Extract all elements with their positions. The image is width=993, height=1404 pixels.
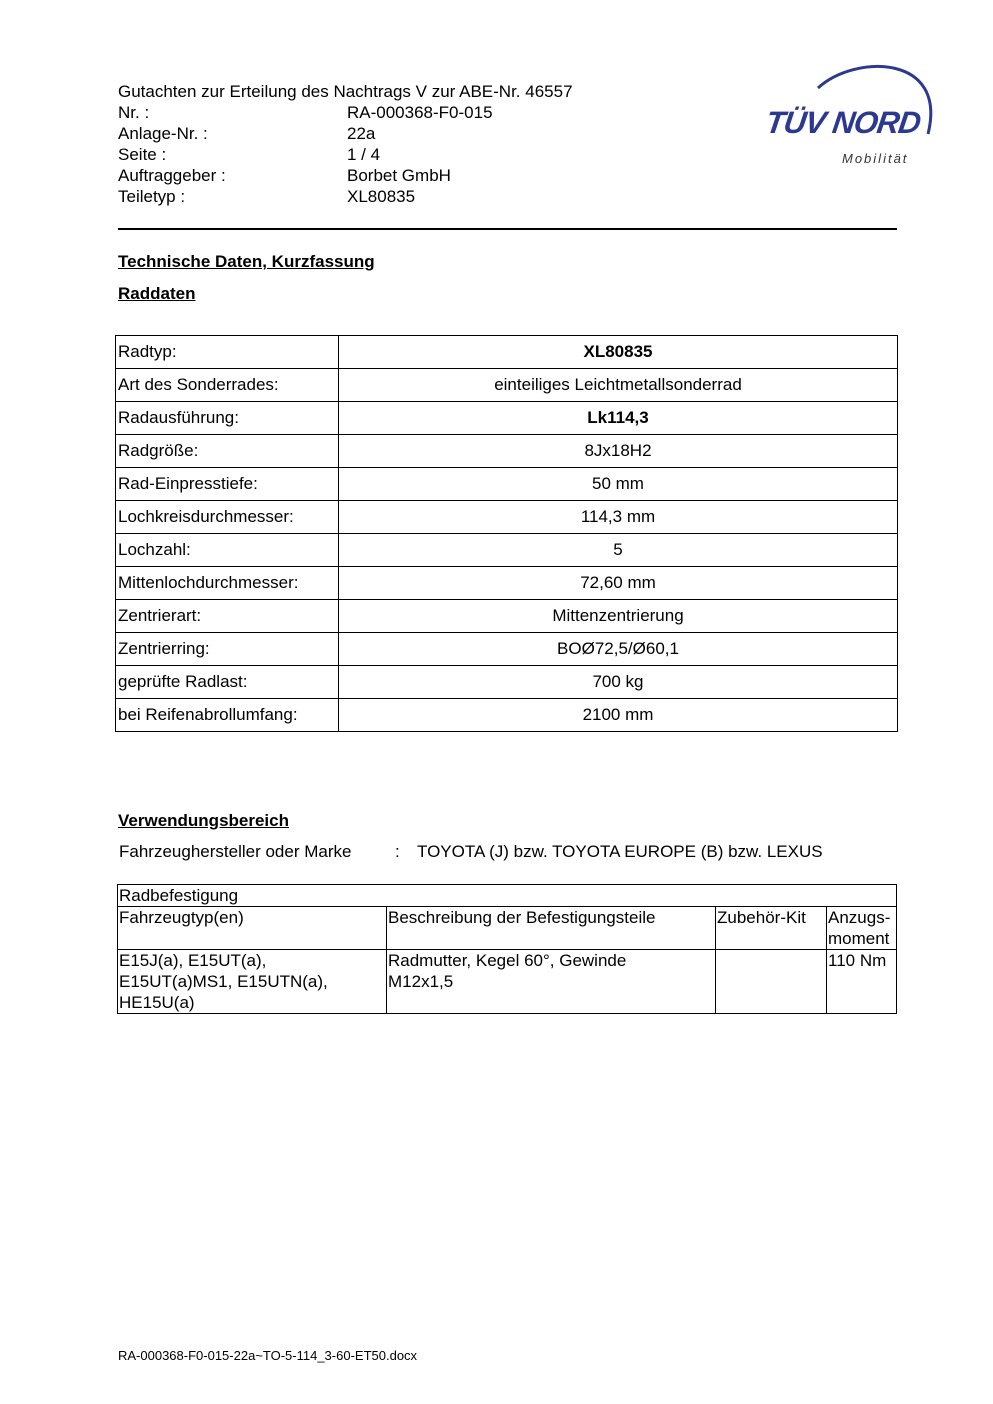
cell-line: E15J(a), E15UT(a),	[119, 951, 267, 970]
logo-subtitle: Mobilität	[842, 151, 909, 166]
cell-line: M12x1,5	[388, 972, 454, 991]
header-value: 1 / 4	[347, 145, 381, 164]
header-label: Nr. :	[118, 103, 150, 122]
raddaten-label: geprüfte Radlast:	[116, 666, 339, 699]
raddaten-value: 5	[339, 534, 898, 567]
raddaten-value: 700 kg	[339, 666, 898, 699]
raddaten-label: Lochkreisdurchmesser:	[116, 501, 339, 534]
raddaten-value: BOØ72,5/Ø60,1	[339, 633, 898, 666]
section-raddaten: Raddaten	[118, 284, 196, 303]
section-verwendungsbereich: Verwendungsbereich	[118, 811, 289, 830]
table-row	[118, 885, 897, 907]
cell-line: HE15U(a)	[119, 993, 195, 1012]
raddaten-value: 114,3 mm	[339, 501, 898, 534]
cell-anzugsmoment: 110 Nm	[827, 950, 897, 1014]
header-anzugsmoment	[827, 907, 897, 950]
raddaten-value: einteiliges Leichtmetallsonderrad	[339, 369, 898, 402]
table-row	[116, 534, 898, 567]
header-label: Seite :	[118, 145, 167, 164]
raddaten-label: bei Reifenabrollumfang:	[116, 699, 339, 732]
header-row-seite	[118, 144, 573, 165]
hersteller-colon: :	[395, 842, 400, 861]
table-row	[116, 369, 898, 402]
table-row	[116, 699, 898, 732]
raddaten-label: Art des Sonderrades:	[116, 369, 339, 402]
cell-zubehoer-kit	[716, 950, 827, 1014]
hersteller-label: Fahrzeughersteller oder Marke	[119, 842, 352, 861]
header-label: Teiletyp :	[118, 187, 186, 206]
header-value: 22a	[347, 124, 376, 143]
raddaten-label: Lochzahl:	[116, 534, 339, 567]
cell-line: E15UT(a)MS1, E15UTN(a),	[119, 972, 328, 991]
table-row	[116, 402, 898, 435]
raddaten-label: Radtyp:	[116, 336, 339, 369]
radbefestigung-table	[117, 884, 897, 1014]
logo-brand: TÜV NORD	[763, 105, 923, 140]
raddaten-label: Radgröße:	[116, 435, 339, 468]
table-row	[116, 633, 898, 666]
header-value: XL80835	[347, 187, 416, 206]
raddaten-value: Mittenzentrierung	[339, 600, 898, 633]
table-row	[116, 567, 898, 600]
header-label: Anlage-Nr. :	[118, 124, 208, 143]
header-anzugsmoment-line: moment	[828, 929, 890, 948]
header-zubehoer-kit: Zubehör-Kit	[716, 907, 827, 950]
table-row	[118, 950, 897, 1014]
raddaten-label: Mittenlochdurchmesser:	[116, 567, 339, 600]
raddaten-value: XL80835	[339, 336, 898, 369]
radbefestigung-title: Radbefestigung	[118, 885, 897, 907]
header-row-nr	[118, 102, 573, 123]
header-fahrzeugtyp: Fahrzeugtyp(en)	[118, 907, 387, 950]
section-technische-daten: Technische Daten, Kurzfassung	[118, 252, 375, 271]
table-row	[116, 666, 898, 699]
header-value: Borbet GmbH	[347, 166, 451, 185]
document-title: Gutachten zur Erteilung des Nachtrags V zur ABE-Nr. 46557	[118, 82, 573, 101]
raddaten-label: Rad-Einpresstiefe:	[116, 468, 339, 501]
table-header-row	[118, 907, 897, 950]
footer-filename: RA-000368-F0-015-22a~TO-5-114_3-60-ET50.docx	[118, 1348, 418, 1363]
raddaten-value: 2100 mm	[339, 699, 898, 732]
tuv-nord-logo	[760, 56, 945, 176]
cell-beschreibung	[387, 950, 716, 1014]
raddaten-value: 72,60 mm	[339, 567, 898, 600]
table-row	[116, 435, 898, 468]
hersteller-value: TOYOTA (J) bzw. TOYOTA EUROPE (B) bzw. LEXUS	[417, 842, 823, 861]
table-row	[116, 336, 898, 369]
raddaten-value: 50 mm	[339, 468, 898, 501]
table-row	[116, 501, 898, 534]
document-header	[118, 81, 573, 207]
raddaten-table	[115, 335, 898, 732]
header-row-anlage	[118, 123, 573, 144]
table-row	[116, 468, 898, 501]
header-row-auftraggeber	[118, 165, 573, 186]
cell-line: Radmutter, Kegel 60°, Gewinde	[388, 951, 627, 970]
header-value: RA-000368-F0-015	[347, 103, 493, 122]
header-row-teiletyp	[118, 186, 573, 207]
raddaten-label: Zentrierring:	[116, 633, 339, 666]
header-beschreibung: Beschreibung der Befestigungsteile	[387, 907, 716, 950]
raddaten-label: Zentrierart:	[116, 600, 339, 633]
header-divider	[118, 228, 897, 230]
raddaten-label: Radausführung:	[116, 402, 339, 435]
header-anzugsmoment-line: Anzugs-	[828, 908, 891, 927]
table-row	[116, 600, 898, 633]
raddaten-value: Lk114,3	[339, 402, 898, 435]
cell-fahrzeugtypen	[118, 950, 387, 1014]
header-label: Auftraggeber :	[118, 166, 226, 185]
fahrzeughersteller-line	[119, 842, 823, 862]
raddaten-value: 8Jx18H2	[339, 435, 898, 468]
